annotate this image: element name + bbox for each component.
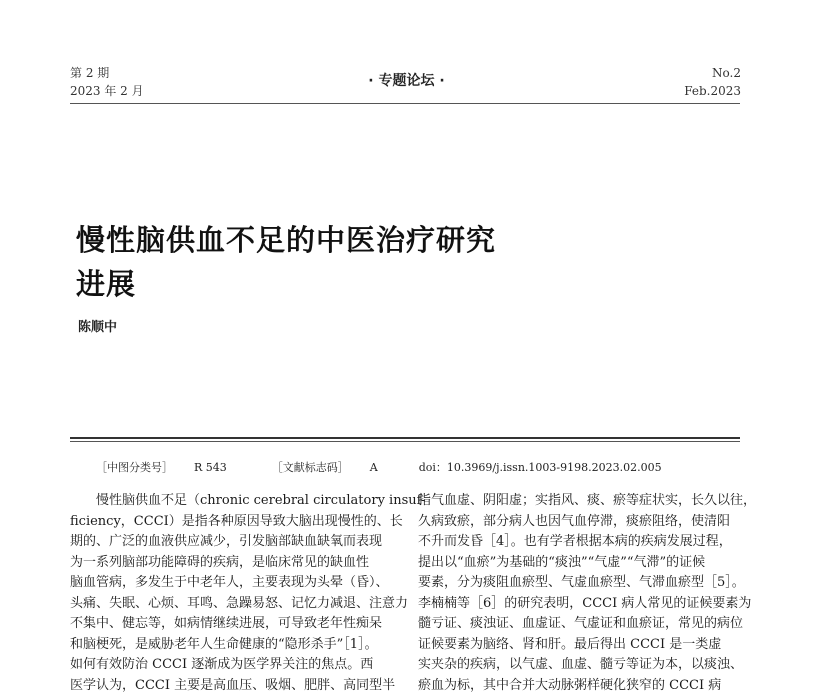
body-line: 为一系列脑部功能障碍的疾病，是临床常见的缺血性 [70,554,370,570]
body-column-right [418,491,757,696]
body-line: 不升而发昏［4］。也有学者根据本病的疾病发展过程， [418,534,732,549]
author-name: 陈顺中 [78,320,118,335]
body-line: 要素，分为痰阻血瘀型、气虚血瘀型、气滞血瘀型［5］。 [418,575,745,590]
body-line: 证候要素为脑络、肾和肝。最后得出 CCCI 是一类虚 [418,636,722,652]
issue-number-en: No.2 [712,66,741,80]
body-line: 提出以“血瘀”为基础的“痰浊”“气虚”“气滞”的证候 [418,554,706,570]
body-line: 久病致瘀，部分病人也因气血停滞，痰瘀阻络，使清阳 [418,513,731,529]
running-header-right [684,64,741,100]
divider-thin [70,441,740,442]
body-line: 李楠楠等［6］的研究表明，CCCI 病人常见的证候要素为 [418,595,752,611]
body-line: 头痛、失眠、心烦、耳鸣、急躁易怒、记忆力减退、注意力 [70,595,409,611]
issue-number-cn: 第 2 期 [70,66,110,80]
clc-value: R 543 [194,461,227,474]
body-column-left [70,491,426,696]
body-line: 指气血虚、阴阳虚；实指风、痰、瘀等症状实，长久以往， [418,493,757,508]
body-line: 慢性脑供血不足（chronic cerebral circulatory insuf- [96,493,426,508]
header-rule [70,103,740,104]
classification-line [96,459,662,475]
divider-thick [70,437,740,439]
title-line-2: 进展 [76,267,137,301]
body-line: 实夹杂的疾病，以气虚、血虚、髓亏等证为本，以痰浊、 [418,657,744,672]
clc-label: ［中图分类号］ [96,461,173,474]
body-line: 不集中、健忘等，如病情继续进展，可导致老年性痴呆 [70,616,383,631]
title-line-1: 慢性脑供血不足的中医治疗研究 [76,223,497,257]
body-line: 脑血管病，多发生于中老年人，主要表现为头晕（昏）、 [70,575,389,590]
section-title: · 专题论坛 · [368,73,445,89]
doi: doi：10.3969/j.issn.1003-9198.2023.02.005 [418,461,662,474]
body-line: 瘀血为标，其中合并大动脉粥样硬化狭窄的 CCCI 病 [418,677,722,693]
issue-date-cn: 2023 年 2 月 [70,84,144,98]
body-line: 髓亏证、痰浊证、血虚证、气虚证和血瘀证，常见的病位 [418,616,744,631]
issue-date-en: Feb.2023 [684,84,741,98]
doc-code-value: A [369,461,378,474]
body-line: 和脑梗死，是威胁老年人生命健康的“隐形杀手”［1］。 [70,636,378,652]
article-title [76,218,596,306]
doc-code-label: ［文献标志码］ [271,461,349,474]
body-line: ficiency，CCCI）是指各种原因导致大脑出现慢性的、长 [70,513,403,529]
body-line: 医学认为，CCCI 主要是高血压、吸烟、肥胖、高同型半 [70,677,396,693]
body-line: 期的、广泛的血液供应减少，引发脑部缺血缺氧而表现 [70,534,383,549]
body-line: 如何有效防治 CCCI 逐渐成为医学界关注的焦点。西 [70,657,374,672]
